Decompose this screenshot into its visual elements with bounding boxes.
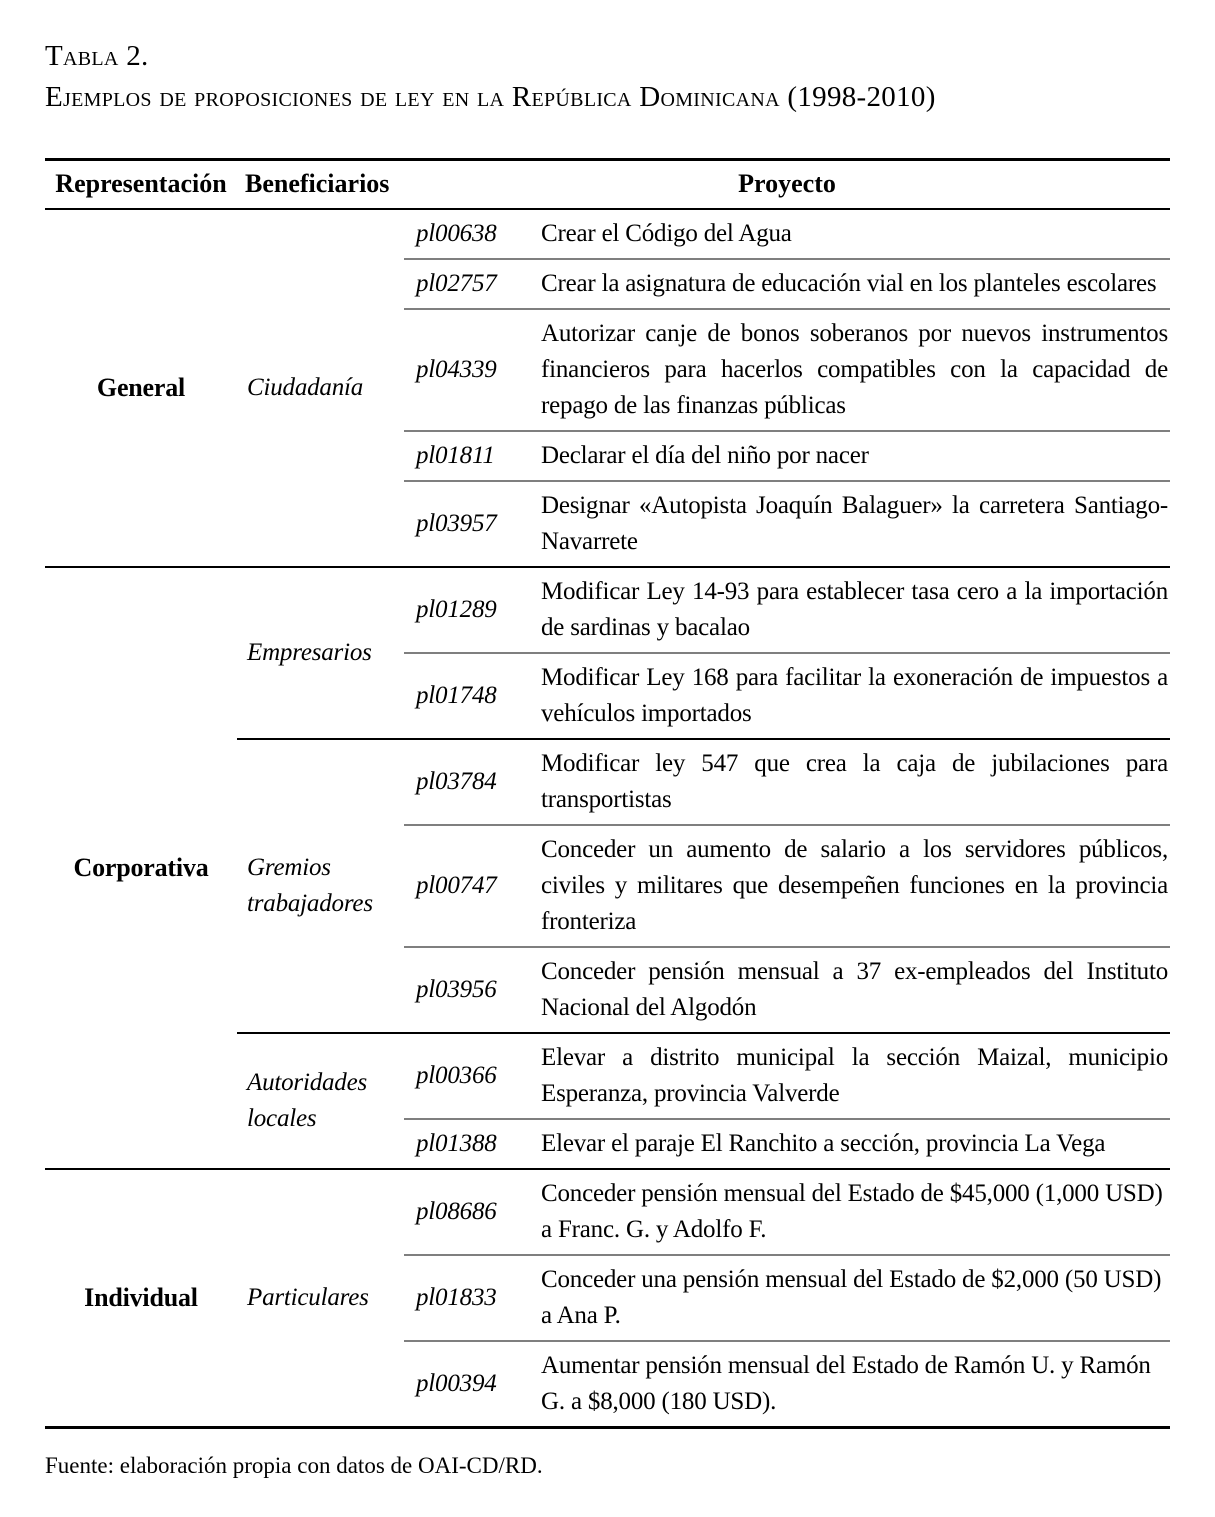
table-row <box>45 209 1170 259</box>
project-code-cell: pl01833 <box>404 1255 529 1341</box>
table-caption <box>45 36 1170 118</box>
project-description-cell: Crear el Código del Agua <box>541 220 792 247</box>
project-code-cell: pl00394 <box>404 1341 529 1428</box>
project-description-cell: Conceder pensión mensual a 37 ex-empleados del Instituto Nacional del Algodón <box>529 947 1170 1033</box>
project-description-cell: Conceder pensión mensual del Estado de $45,000 (1,000 USD) a Franc. G. y Adolfo F. <box>529 1169 1170 1255</box>
project-description-cell: Declarar el día del niño por nacer <box>529 431 1170 481</box>
page-subtitle: Ejemplos de proposiciones de ley en la República Dominicana (1998-2010) <box>45 81 936 113</box>
project-description-cell: Conceder una pensión mensual del Estado de $2,000 (50 USD) a Ana P. <box>529 1255 1170 1341</box>
project-code-cell: pl04339 <box>404 309 529 431</box>
project-description-cell: Elevar a distrito municipal la sección Maizal, municipio Esperanza, provincia Valverde <box>529 1033 1170 1119</box>
project-code-cell: pl01811 <box>404 431 529 481</box>
project-description-cell: Aumentar pensión mensual del Estado de Ramón U. y Ramón G. a $8,000 (180 USD). <box>529 1341 1170 1428</box>
project-code-cell: pl00747 <box>404 825 529 947</box>
beneficiary-cell: Gremios trabajadores <box>237 739 404 1033</box>
project-code-cell: pl03784 <box>404 739 529 825</box>
project-description-cell: Modificar Ley 14-93 para establecer tasa cero a la importación de sardinas y bacalao <box>529 567 1170 653</box>
header-row <box>45 160 1170 210</box>
project-code-cell: pl08686 <box>404 1169 529 1255</box>
table-row <box>45 567 1170 653</box>
beneficiary-cell: Particulares <box>237 1169 404 1428</box>
project-code-cell: pl01388 <box>404 1119 529 1169</box>
project-code-cell: pl01289 <box>404 567 529 653</box>
source-note: Fuente: elaboración propia con datos de OAI-CD/RD. <box>45 1453 543 1478</box>
project-description-cell: Crear la asignatura de educación vial en los planteles escolares <box>529 259 1170 309</box>
project-description-cell: Conceder un aumento de salario a los servidores públicos, civiles y militares que desempeñen funciones en la provincia fronteriza <box>529 825 1170 947</box>
beneficiary-cell: Ciudadanía <box>247 374 364 401</box>
beneficiary-cell: Empresarios <box>237 567 404 739</box>
project-code-cell: pl01748 <box>404 653 529 739</box>
project-code-cell: pl03957 <box>404 481 529 567</box>
project-code-cell: pl00366 <box>404 1033 529 1119</box>
col-header-proyecto: Proyecto <box>404 160 1170 210</box>
law-proposals-table <box>45 158 1170 1429</box>
project-code-cell: pl00638 <box>416 220 497 247</box>
representation-cell: Corporativa <box>45 567 237 1169</box>
representation-cell: Individual <box>45 1169 237 1428</box>
project-code-cell: pl03956 <box>404 947 529 1033</box>
project-code-cell: pl02757 <box>404 259 529 309</box>
project-description-cell: Elevar el paraje El Ranchito a sección, provincia La Vega <box>529 1119 1170 1169</box>
project-description-cell: Designar «Autopista Joaquín Balaguer» la carretera Santiago-Navarrete <box>529 481 1170 567</box>
project-description-cell: Modificar ley 547 que crea la caja de jubilaciones para transportistas <box>529 739 1170 825</box>
representation-cell: General <box>96 373 186 402</box>
page-title: Tabla 2. <box>45 40 149 72</box>
col-header-representacion: Representación <box>45 160 237 210</box>
table-row <box>45 1169 1170 1255</box>
col-header-beneficiarios: Beneficiarios <box>237 160 404 210</box>
project-description-cell: Autorizar canje de bonos soberanos por nuevos instrumentos financieros para hacerlos compatibles con la capacidad de repago de las finanzas públicas <box>529 309 1170 431</box>
beneficiary-cell: Autoridades locales <box>237 1033 404 1169</box>
project-description-cell: Modificar Ley 168 para facilitar la exoneración de impuestos a vehículos importados <box>529 653 1170 739</box>
